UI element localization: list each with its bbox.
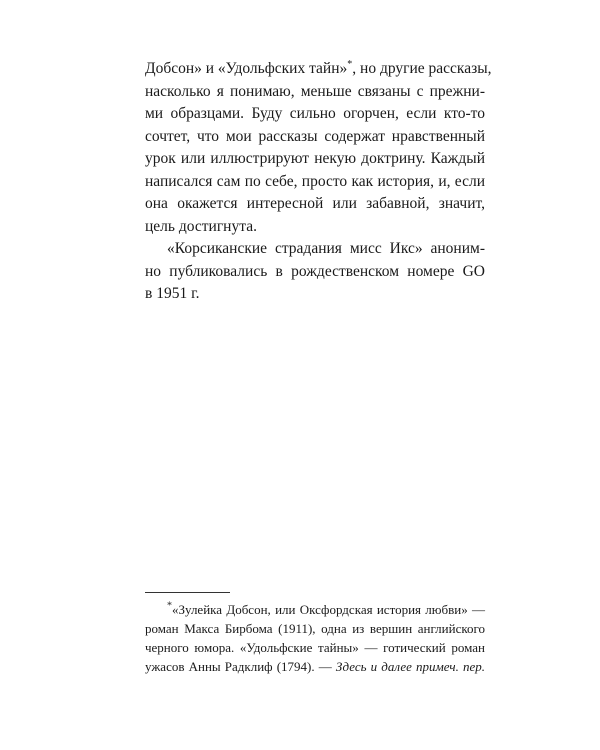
text-line: написался сам по себе, просто как история, и, если <box>145 172 485 190</box>
text-line: в 1951 г. <box>145 285 200 302</box>
footnote-area <box>145 592 485 676</box>
text-line: цель достигнута. <box>145 217 257 235</box>
text-line: ужасов Анны Радклиф (1794). — Здесь и далее примеч. пер. <box>145 659 486 674</box>
footnote-marker: * <box>167 600 172 612</box>
page-content <box>145 58 492 306</box>
translator-note: Здесь и далее примеч. пер. <box>335 659 486 674</box>
footnote-marker: * <box>347 58 353 70</box>
paragraph <box>145 58 492 238</box>
text-line: урок или иллюстрируют некую доктрину. Каждый <box>145 150 485 167</box>
text-line: но публиковались в рождественском номере GO <box>145 262 485 280</box>
text-line: черного юмора. «Удольфские тайны» — готический роман <box>145 640 485 655</box>
footnote <box>145 600 485 676</box>
text-line: *«Зулейка Добсон, или Оксфордская история любви» — <box>167 600 485 617</box>
text-line: она окажется интересной или забавной, значит, <box>145 195 485 212</box>
text-line: сочтет, что мои рассказы содержат нравственный <box>145 127 485 145</box>
main-text <box>145 58 492 306</box>
text-line: ми образцами. Буду сильно огорчен, если кто-то <box>145 105 485 122</box>
footnote-divider <box>145 592 230 593</box>
text-line: насколько я понимаю, меньше связаны с прежни- <box>145 82 485 100</box>
text-line: «Корсиканские страдания мисс Икс» аноним- <box>167 240 485 257</box>
text-line: роман Макса Бирбома (1911), одна из вершин английского <box>145 621 485 636</box>
footnote-text <box>145 600 485 676</box>
text-line: Добсон» и «Удольфских тайн»*, но другие рассказы, <box>145 58 492 77</box>
paragraph <box>145 238 485 306</box>
